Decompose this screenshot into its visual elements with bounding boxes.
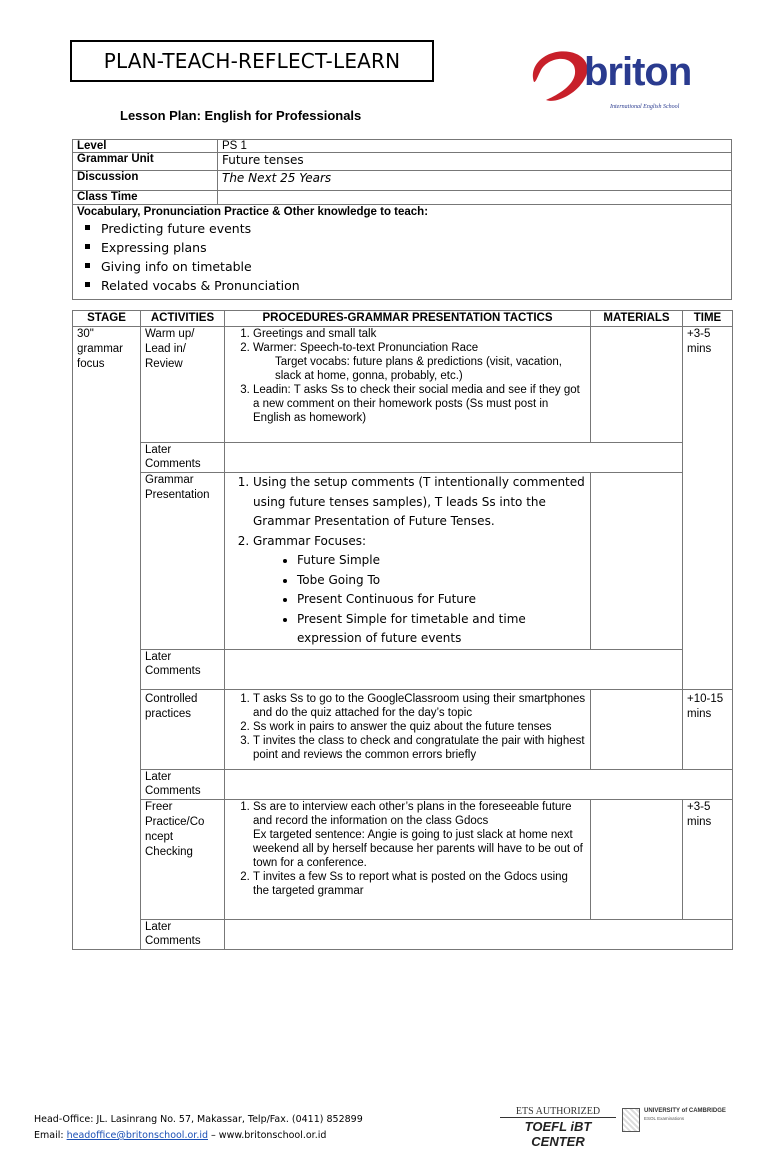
vocab-cell	[73, 205, 732, 300]
header-time: TIME	[683, 311, 733, 327]
grammar-unit-value: Future tenses	[218, 153, 732, 171]
later-comments-label: Later Comments	[141, 919, 225, 949]
logo-text: briton	[584, 50, 692, 94]
procedure-step: 1. Ss are to interview each other’s plans in the foreseeable future and record the information on the class Gdocs Ex targeted sentence: Angie is going to just slack at home next weekend all by herself because her parents will have to be out of town for a conference.	[253, 800, 586, 870]
time-freer: +3-5 mins	[683, 799, 733, 919]
vocab-heading: Vocabulary, Pronunciation Practice & Other knowledge to teach:	[77, 206, 429, 218]
procedure-step: 2. T invites a few Ss to report what is posted on the Gdocs using the targeted grammar	[253, 870, 586, 898]
stage-cell: 30" grammar focus	[73, 327, 141, 950]
vocab-list	[77, 219, 727, 295]
discussion-label: Discussion	[73, 171, 218, 191]
activity-grammar: Grammar Presentation	[141, 473, 225, 650]
procedure-step: 2. Ss work in pairs to answer the quiz about the future tenses	[253, 720, 586, 734]
procedure-substep: Target vocabs: future plans & predictions (visit, vacation, slack at home, gonna, probably, etc.)	[275, 356, 563, 382]
time-controlled: +10-15 mins	[683, 689, 733, 769]
footer-office: Head-Office: JL. Lasinrang No. 57, Makassar, Telp/Fax. (0411) 852899	[34, 1114, 363, 1125]
email-link[interactable]: headoffice@britonschool.or.id	[66, 1130, 209, 1141]
procedure-substep: Ex targeted sentence: Angie is going to just slack at home next weekend all by herself because her parents will have to be out of town for a conference.	[253, 828, 583, 869]
procedure-step: 1. Using the setup comments (T intentionally commented using future tenses samples), T leads Ss into the Grammar Presentation of Future Tenses.	[253, 473, 586, 532]
header-stage: STAGE	[73, 311, 141, 327]
grammar-focus-item: • Future Simple	[297, 551, 586, 571]
page-title-box	[70, 40, 434, 82]
procedures-freer	[225, 799, 591, 919]
grammar-focus-item: • Present Continuous for Future	[297, 590, 586, 610]
class-time-value	[218, 191, 732, 205]
procedure-step: 2. Grammar Focuses: • Future Simple • Tobe Going To • Present Continuous for Future • Present Simple for timetable and time expression of future events	[253, 532, 586, 649]
later-comments-field	[225, 649, 683, 689]
later-comments-field	[225, 443, 683, 473]
vocab-item: Giving info on timetable	[77, 257, 727, 276]
header-activities: ACTIVITIES	[141, 311, 225, 327]
page-title: PLAN-TEACH-REFLECT-LEARN	[103, 49, 401, 73]
footer-contact: Email: headoffice@britonschool.or.id – www.britonschool.or.id	[34, 1130, 327, 1141]
time-warmup: +3-5 mins	[683, 327, 733, 690]
logo-subtext: International English School	[610, 104, 680, 110]
procedures-grammar	[225, 473, 591, 650]
materials-grammar	[591, 473, 683, 650]
lesson-plan-subtitle: Lesson Plan: English for Professionals	[120, 108, 362, 123]
toefl-text: TOEFL iBT CENTER	[524, 1119, 592, 1149]
cambridge-subtitle: ESOL Examinations	[644, 1116, 685, 1121]
later-comments-label: Later Comments	[141, 649, 225, 689]
cambridge-title: UNIVERSITY of CAMBRIDGE	[644, 1108, 726, 1114]
header-materials: MATERIALS	[591, 311, 683, 327]
activity-freer: Freer Practice/Co ncept Checking	[141, 799, 225, 919]
header-procedures: PROCEDURES-GRAMMAR PRESENTATION TACTICS	[225, 311, 591, 327]
ets-toefl-logo	[500, 1106, 616, 1149]
vocab-item: Predicting future events	[77, 219, 727, 238]
procedure-step: 3. Leadin: T asks Ss to check their social media and see if they got a new comment on their homework posts (Ss must post in English as homework)	[253, 383, 586, 425]
discussion-value: The Next 25 Years	[218, 171, 732, 191]
footer-address	[34, 1112, 363, 1144]
lesson-info-table	[72, 139, 732, 300]
ets-text: ETS AUTHORIZED	[500, 1106, 616, 1118]
grammar-focus-item: • Present Simple for timetable and time expression of future events	[297, 610, 586, 649]
level-value: PS 1	[218, 140, 732, 153]
cambridge-crest-icon	[622, 1108, 640, 1132]
grammar-unit-label: Grammar Unit	[73, 153, 218, 171]
grammar-focus-list	[253, 551, 586, 649]
procedures-table	[72, 310, 733, 950]
activity-controlled: Controlled practices	[141, 689, 225, 769]
materials-warmup	[591, 327, 683, 443]
website-text: – www.britonschool.or.id	[208, 1130, 327, 1141]
level-label: Level	[73, 140, 218, 153]
later-comments-field	[225, 919, 733, 949]
procedures-controlled	[225, 689, 591, 769]
procedure-step: 1. Greetings and small talk	[253, 327, 586, 341]
later-comments-label: Later Comments	[141, 443, 225, 473]
procedures-warmup	[225, 327, 591, 443]
vocab-item: Expressing plans	[77, 238, 727, 257]
materials-freer	[591, 799, 683, 919]
procedure-step: 3. T invites the class to check and congratulate the pair with highest point and reviews the common errors briefly	[253, 734, 586, 762]
procedure-step: 1. T asks Ss to go to the GoogleClassroom using their smartphones and do the quiz attached for the day’s topic	[253, 692, 586, 720]
later-comments-label: Later Comments	[141, 769, 225, 799]
procedure-step: 2. Warmer: Speech-to-text Pronunciation Race Target vocabs: future plans & predictions (visit, vacation, slack at home, gonna, probably, etc.)	[253, 341, 586, 383]
vocab-item: Related vocabs & Pronunciation	[77, 276, 727, 295]
cambridge-logo	[622, 1108, 732, 1136]
briton-logo	[526, 46, 706, 122]
class-time-label: Class Time	[73, 191, 218, 205]
later-comments-field	[225, 769, 733, 799]
grammar-focus-item: • Tobe Going To	[297, 571, 586, 591]
activity-warmup: Warm up/ Lead in/ Review	[141, 327, 225, 443]
materials-controlled	[591, 689, 683, 769]
